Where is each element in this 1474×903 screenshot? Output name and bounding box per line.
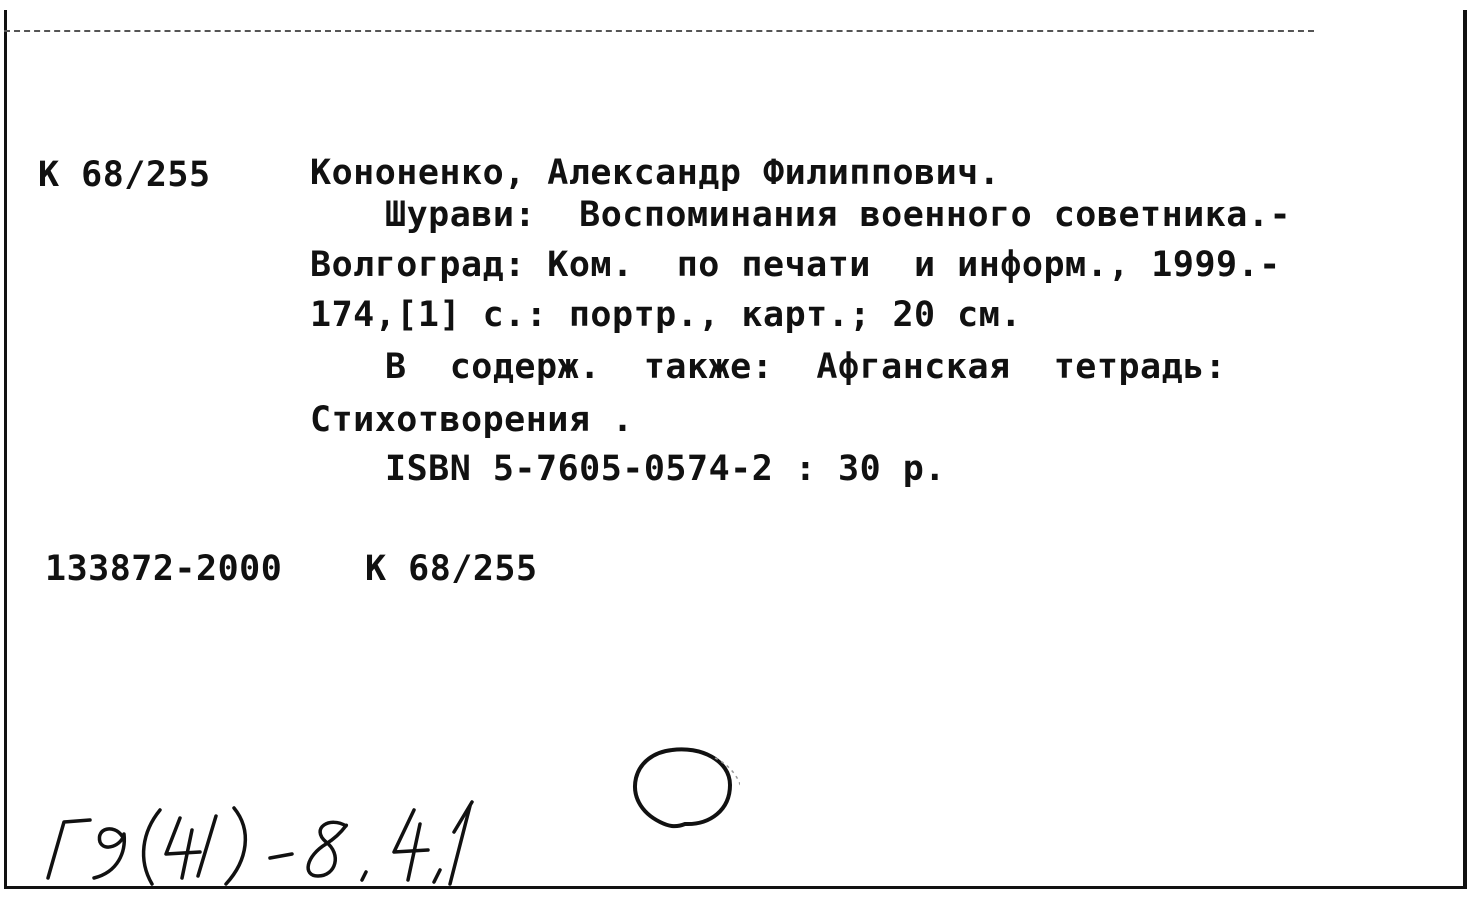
handwritten-classification — [30, 780, 510, 890]
title-line: Шурави: Воспоминания военного советника.- — [385, 195, 1292, 235]
inventory-number: 133872-2000 — [45, 549, 283, 589]
contents-note-line-1: В содерж. также: Афганская тетрадь: — [385, 347, 1227, 387]
inventory-call-number: К 68/255 — [365, 549, 538, 589]
punch-hole — [630, 740, 740, 830]
author-heading: Кононенко, Александр Филиппович. — [310, 153, 1001, 193]
top-rule — [4, 30, 1314, 32]
call-number: К 68/255 — [38, 155, 211, 195]
isbn-line: ISBN 5-7605-0574-2 : 30 р. — [385, 449, 946, 489]
imprint-line: Волгоград: Ком. по печати и информ., 1999.- — [310, 245, 1281, 285]
contents-note-line-2: Стихотворения . — [310, 400, 634, 440]
physical-description: 174,[1] с.: портр., карт.; 20 см. — [310, 295, 1022, 335]
